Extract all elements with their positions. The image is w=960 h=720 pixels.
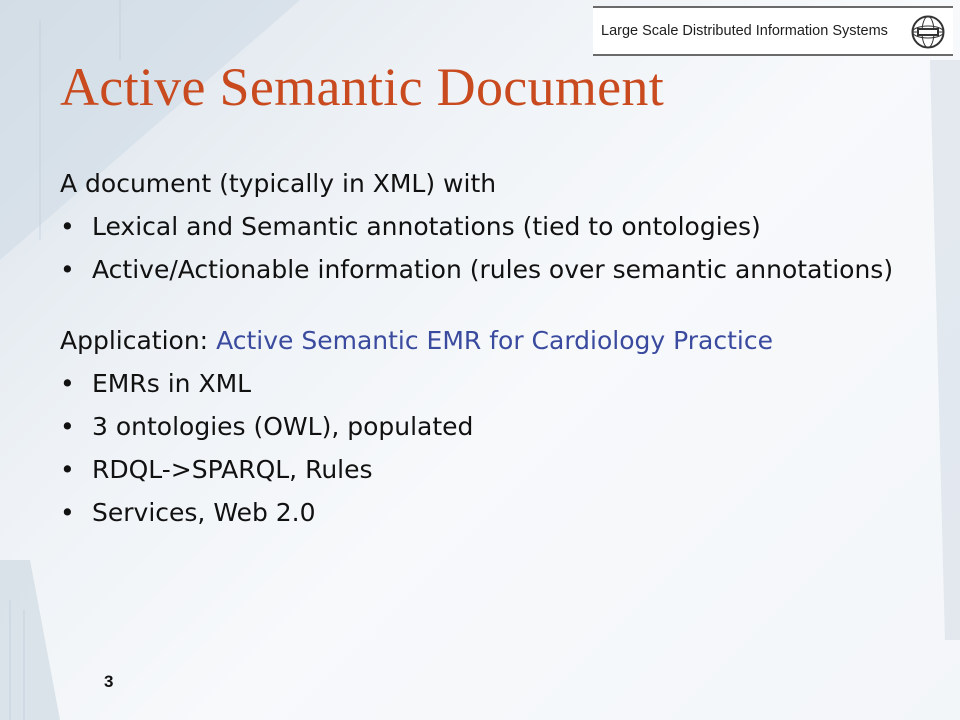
list-item [60,411,920,442]
bullet-list-features [60,211,920,285]
bullet-icon: • [60,369,75,398]
application-label: Application: [60,326,217,355]
list-item [60,497,920,528]
application-value: Active Semantic EMR for Cardiology Practice [216,326,773,355]
list-item [60,454,920,485]
bullet-icon: • [60,455,75,484]
bullet-text: Active/Actionable information (rules over semantic annotations) [92,255,894,284]
intro-text: A document (typically in XML) with [60,169,497,198]
application-line [60,325,920,356]
bullet-icon: • [60,255,75,284]
org-name: Large Scale Distributed Information Systems [601,23,888,39]
page-number: 3 [104,672,114,691]
slide-title: Active Semantic Document [60,57,665,117]
list-item [60,254,920,285]
bullet-text: Services, Web 2.0 [92,498,316,527]
header-banner [593,6,953,56]
list-item [60,368,920,399]
slide-body [60,168,920,528]
lsdis-globe-logo-icon [911,15,945,49]
bullet-icon: • [60,212,75,241]
bullet-icon: • [60,412,75,441]
bullet-icon: • [60,498,75,527]
list-item [60,211,920,242]
bullet-text: 3 ontologies (OWL), populated [92,412,474,441]
bullet-text: RDQL->SPARQL, Rules [92,455,373,484]
bullet-text: EMRs in XML [92,369,252,398]
bullet-list-application [60,368,920,528]
bullet-text: Lexical and Semantic annotations (tied to ontologies) [92,212,761,241]
